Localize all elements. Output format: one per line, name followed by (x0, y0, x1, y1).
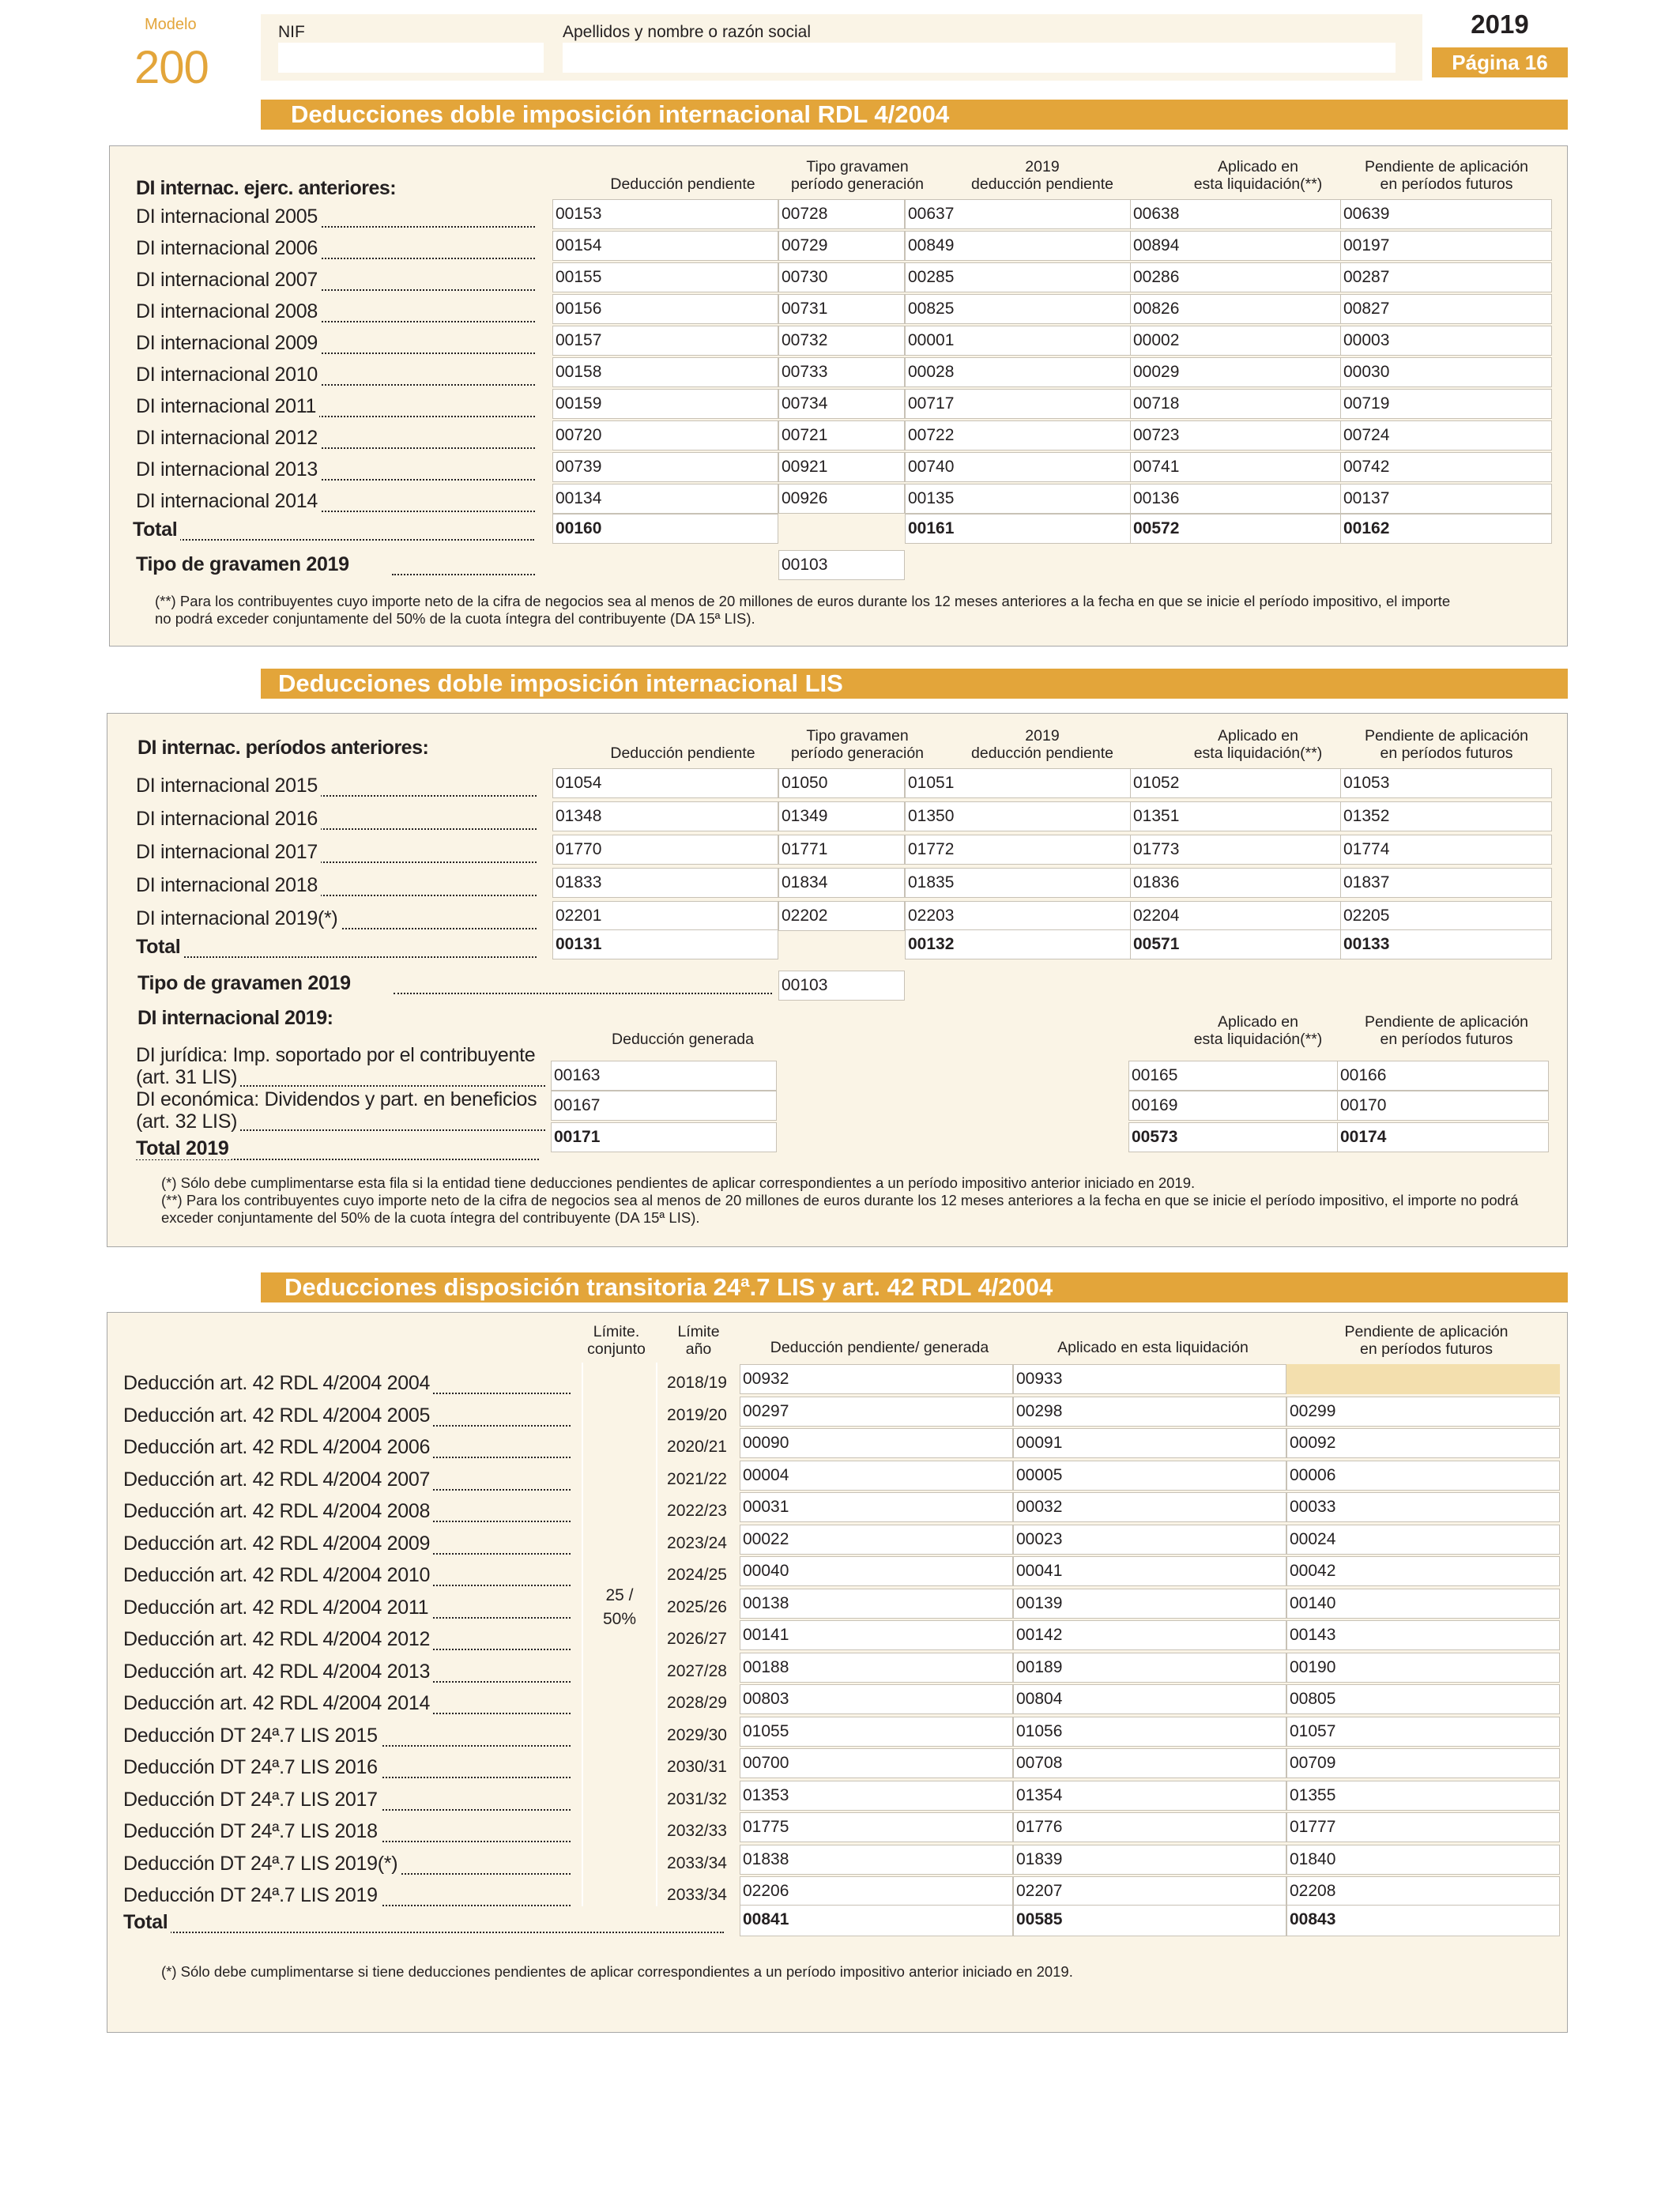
dt-field-deduccion[interactable]: 00297 (740, 1397, 1013, 1427)
lis-field-c4[interactable]: 01052 (1130, 768, 1342, 798)
lis-field-c2[interactable]: 01834 (778, 868, 905, 898)
row-label-rdl (136, 202, 535, 231)
rdl-field-c5[interactable]: 00724 (1340, 420, 1552, 450)
col-header-aplicado-2019: Aplicado en esta liquidación(**) (1193, 1013, 1323, 1048)
lis-field-c2[interactable]: 02202 (778, 901, 905, 931)
row-label-rdl (136, 234, 535, 262)
row-label-rdl-text: DI internacional 2013 (136, 458, 321, 481)
row-label-lis (136, 838, 537, 866)
total-label-dt (123, 1908, 724, 1936)
rdl-field-c5[interactable]: 00742 (1340, 452, 1552, 482)
economica-deduccion-field[interactable]: 00167 (551, 1091, 777, 1121)
row-label-rdl-text: DI internacional 2005 (136, 205, 321, 228)
row-label-rdl (136, 329, 535, 357)
dt-field-deduccion[interactable]: 00932 (740, 1364, 1013, 1394)
note-lis-line3: exceder conjuntamente del 50% de la cuota íntegra del contribuyente (DA 15ª LIS). (161, 1209, 700, 1226)
total-2019-pendiente-field[interactable]: 00174 (1337, 1122, 1549, 1152)
row-label-dt (123, 1689, 571, 1717)
limite-anio-value: 2027/28 (667, 1661, 727, 1680)
lis-field-c3[interactable]: 01350 (905, 801, 1132, 831)
row-label-dt (123, 1657, 571, 1686)
note-lis-line2: (**) Para los contribuyentes cuyo importe neto de la cifra de negocios sea al menos de 20 millones de euros durante los 12 meses anteriores a la fecha en que se inicie el período impositivo, el importe no podrá (161, 1192, 1519, 1208)
total-rdl-c1[interactable]: 00160 (552, 514, 778, 544)
rdl-field-c1[interactable]: 00155 (552, 262, 778, 292)
row-label-dt-text: Deducción art. 42 RDL 4/2004 2005 (123, 1404, 433, 1427)
total-rdl-c5[interactable]: 00162 (1340, 514, 1552, 544)
rdl-field-c2[interactable]: 00733 (778, 357, 905, 387)
col-header-deduccion-generada: Deducción generada (612, 1031, 754, 1048)
dt-field-pendiente[interactable]: 00042 (1286, 1556, 1560, 1586)
dt-field-deduccion[interactable]: 00700 (740, 1748, 1013, 1778)
note-rdl-line2: no podrá exceder conjuntamente del 50% de la cuota íntegra del contribuyente (DA 15ª LIS). (155, 610, 755, 627)
row-label-rdl (136, 297, 535, 326)
subheading-di-2019: DI internacional 2019: (137, 1007, 333, 1029)
row-label-rdl (136, 266, 535, 294)
rdl-field-c1[interactable]: 00153 (552, 199, 778, 229)
row-label-dt-text: Deducción DT 24ª.7 LIS 2017 (123, 1789, 381, 1811)
col-header-aplicado-dt: Aplicado en esta liquidación (1057, 1339, 1249, 1356)
dt-field-deduccion[interactable]: 00141 (740, 1620, 1013, 1650)
rdl-field-c2[interactable]: 00728 (778, 199, 905, 229)
row-label-dt (123, 1369, 571, 1397)
dt-field-aplicado[interactable]: 00298 (1013, 1397, 1286, 1427)
rdl-field-c2[interactable]: 00731 (778, 294, 905, 324)
rdl-field-c3[interactable]: 00825 (905, 294, 1132, 324)
rdl-field-c1[interactable]: 00154 (552, 231, 778, 261)
total-dt-aplicado[interactable]: 00585 (1013, 1905, 1286, 1936)
row-label-dt-text: Deducción art. 42 RDL 4/2004 2012 (123, 1628, 433, 1650)
dt-field-pendiente[interactable]: 00190 (1286, 1653, 1560, 1683)
lis-field-c1[interactable]: 01833 (552, 868, 778, 898)
rdl-field-c1[interactable]: 00134 (552, 484, 778, 514)
col-header-limite-anio: Límite año (677, 1323, 720, 1358)
row-label-dt-text: Deducción DT 24ª.7 LIS 2019(*) (123, 1853, 401, 1875)
row-label-dt-text: Deducción DT 24ª.7 LIS 2016 (123, 1756, 381, 1778)
lis-field-c5[interactable]: 01053 (1340, 768, 1552, 798)
lis-field-c3[interactable]: 01772 (905, 835, 1132, 865)
rdl-field-c4[interactable]: 00002 (1130, 326, 1342, 356)
note-lis-line1: (*) Sólo debe cumplimentarse esta fila si la entidad tiene deducciones pendientes de aplicar correspondientes a un período impositivo anterior iniciado en 2019. (161, 1174, 1196, 1191)
juridica-deduccion-field[interactable]: 00163 (551, 1061, 777, 1091)
row-label-lis (136, 871, 537, 899)
rdl-field-c4[interactable]: 00638 (1130, 199, 1342, 229)
rdl-field-c3[interactable]: 00637 (905, 199, 1132, 229)
row-label-dt (123, 1561, 571, 1589)
dt-field-pendiente[interactable]: 00092 (1286, 1428, 1560, 1458)
rdl-field-c1[interactable]: 00159 (552, 389, 778, 419)
lis-field-c3[interactable]: 01051 (905, 768, 1132, 798)
dt-field-pendiente[interactable]: 00709 (1286, 1748, 1560, 1778)
dt-field-aplicado[interactable]: 00804 (1013, 1684, 1286, 1714)
dt-field-pendiente[interactable]: 00143 (1286, 1620, 1560, 1650)
rdl-field-c1[interactable]: 00739 (552, 452, 778, 482)
name-field[interactable] (563, 43, 1396, 73)
economica-aplicado-field[interactable]: 00169 (1128, 1091, 1340, 1121)
lis-field-c5[interactable]: 01774 (1340, 835, 1552, 865)
row-label-dt-text: Deducción art. 42 RDL 4/2004 2010 (123, 1564, 433, 1586)
row-label-dt-text: Deducción art. 42 RDL 4/2004 2014 (123, 1692, 433, 1714)
section-title-rdl: Deducciones doble imposición internacional RDL 4/2004 (261, 100, 1568, 130)
row-label-rdl (136, 424, 535, 452)
col-header-deduccion-pendiente-lis: Deducción pendiente (610, 745, 755, 762)
note-rdl-line1: (**) Para los contribuyentes cuyo importe neto de la cifra de negocios sea al menos de 20 millones de euros durante los 12 meses anteriores a la fecha en que se inicie el período impositivo, el importe (155, 593, 1451, 609)
row-label-lis (136, 904, 537, 933)
row-label-rdl (136, 455, 535, 484)
dt-field-aplicado[interactable]: 00933 (1013, 1364, 1286, 1394)
row-label-rdl-text: DI internacional 2011 (136, 395, 319, 417)
row-label-dt (123, 1529, 571, 1558)
row-label-lis-text: DI internacional 2017 (136, 841, 321, 863)
row-label-dt (123, 1593, 571, 1622)
rdl-field-c5[interactable]: 00197 (1340, 231, 1552, 261)
dt-field-pendiente[interactable]: 01057 (1286, 1717, 1560, 1747)
form-year: 2019 (1471, 9, 1529, 39)
dt-field-aplicado[interactable]: 01839 (1013, 1845, 1286, 1875)
tipo-gravamen-label-lis: Tipo de gravamen 2019 (137, 969, 772, 997)
modelo-number: 200 (134, 42, 209, 93)
col-header-pendiente: Pendiente de aplicación en períodos futuros (1364, 158, 1529, 193)
nif-label: NIF (278, 23, 305, 41)
subheading-periodos-anteriores: DI internac. períodos anteriores: (137, 737, 429, 759)
row-label-lis-text: DI internacional 2019(*) (136, 907, 341, 929)
row-label-dt (123, 1785, 571, 1814)
rdl-field-c3[interactable]: 00135 (905, 484, 1132, 514)
total-2019-label: Total 2019 (136, 1133, 539, 1163)
limite-anio-value: 2018/19 (667, 1374, 727, 1392)
tipo-gravamen-field[interactable]: 00103 (778, 550, 905, 580)
row-label-lis-text: DI internacional 2018 (136, 874, 321, 896)
rdl-field-c4[interactable]: 00894 (1130, 231, 1342, 261)
rdl-field-c2[interactable]: 00926 (778, 484, 905, 514)
column-divider (582, 1363, 583, 1906)
name-label: Apellidos y nombre o razón social (563, 23, 811, 41)
limite-anio-value: 2031/32 (667, 1789, 727, 1808)
row-label-dt (123, 1433, 571, 1461)
total-2019-aplicado-field[interactable]: 00573 (1128, 1122, 1340, 1152)
row-label-dt-text: Deducción DT 24ª.7 LIS 2018 (123, 1820, 381, 1842)
lis-field-c3[interactable]: 02203 (905, 901, 1132, 931)
limite-anio-value: 2019/20 (667, 1405, 727, 1424)
dt-field-aplicado[interactable]: 02207 (1013, 1876, 1286, 1906)
rdl-field-c2[interactable]: 00730 (778, 262, 905, 292)
lis-field-c2[interactable]: 01771 (778, 835, 905, 865)
total-label-rdl-text: Total (133, 518, 180, 541)
rdl-field-c1[interactable]: 00720 (552, 420, 778, 450)
rdl-field-c3[interactable]: 00722 (905, 420, 1132, 450)
rdl-field-c2[interactable]: 00729 (778, 231, 905, 261)
limite-anio-value: 2028/29 (667, 1694, 727, 1712)
total-dt-deduccion[interactable]: 00841 (740, 1905, 1013, 1936)
row-label-dt (123, 1753, 571, 1781)
lis-field-c1[interactable]: 01348 (552, 801, 778, 831)
dt-field-pendiente[interactable]: 00024 (1286, 1525, 1560, 1555)
row-label-dt (123, 1465, 571, 1494)
nif-field[interactable] (278, 43, 544, 73)
lis-field-c1[interactable]: 02201 (552, 901, 778, 931)
total-label-lis-text: Total (136, 936, 183, 958)
dt-field-aplicado[interactable]: 00032 (1013, 1492, 1286, 1522)
rdl-field-c4[interactable]: 00029 (1130, 357, 1342, 387)
economica-label-line1: DI económica: Dividendos y part. en beneficios (136, 1088, 547, 1111)
lis-field-c5[interactable]: 01352 (1340, 801, 1552, 831)
col-header-2019-deduccion: 2019 deducción pendiente (971, 158, 1113, 193)
dt-field-deduccion[interactable]: 00188 (740, 1653, 1013, 1683)
dt-field-aplicado[interactable]: 00041 (1013, 1556, 1286, 1586)
lis-field-c1[interactable]: 01770 (552, 835, 778, 865)
limite-anio-value: 2033/34 (667, 1853, 727, 1872)
dt-field-deduccion[interactable]: 00022 (740, 1525, 1013, 1555)
dt-field-pendiente[interactable]: 01355 (1286, 1781, 1560, 1811)
col-header-pendiente-2019: Pendiente de aplicación en períodos futuros (1364, 1013, 1529, 1048)
dt-field-deduccion[interactable]: 01838 (740, 1845, 1013, 1875)
lis-field-c5[interactable]: 02205 (1340, 901, 1552, 931)
rdl-field-c5[interactable]: 00639 (1340, 199, 1552, 229)
rdl-field-c3[interactable]: 00001 (905, 326, 1132, 356)
lis-field-c4[interactable]: 01836 (1130, 868, 1342, 898)
dt-field-aplicado[interactable]: 00005 (1013, 1461, 1286, 1491)
dt-field-pendiente[interactable]: 00805 (1286, 1684, 1560, 1714)
modelo-label: Modelo (145, 16, 197, 33)
subheading-ejercicios-anteriores: DI internac. ejerc. anteriores: (136, 177, 397, 199)
col-header-pendiente-dt: Pendiente de aplicación en períodos futuros (1344, 1323, 1509, 1358)
dt-field-pendiente[interactable]: 00299 (1286, 1397, 1560, 1427)
row-label-dt (123, 1401, 571, 1430)
col-header-pendiente-lis: Pendiente de aplicación en períodos futuros (1364, 727, 1529, 762)
row-label-rdl (136, 392, 535, 420)
col-header-limite-conjunto: Límite. conjunto (587, 1323, 646, 1358)
lis-field-c3[interactable]: 01835 (905, 868, 1132, 898)
limite-anio-value: 2022/23 (667, 1502, 727, 1520)
lis-field-c4[interactable]: 01773 (1130, 835, 1342, 865)
rdl-field-c5[interactable]: 00003 (1340, 326, 1552, 356)
row-label-lis (136, 805, 537, 833)
dt-field-disabled (1286, 1364, 1560, 1394)
rdl-field-c2[interactable]: 00721 (778, 420, 905, 450)
row-label-rdl-text: DI internacional 2008 (136, 300, 321, 322)
row-label-dt (123, 1817, 571, 1845)
dt-field-deduccion[interactable]: 00138 (740, 1589, 1013, 1619)
rdl-field-c4[interactable]: 00136 (1130, 484, 1342, 514)
limite-anio-value: 2021/22 (667, 1469, 727, 1488)
row-label-rdl (136, 360, 535, 389)
col-header-2019-deduccion-lis: 2019 deducción pendiente (971, 727, 1113, 762)
limite-anio-value: 2029/30 (667, 1725, 727, 1744)
col-header-tipo-gravamen-lis: Tipo gravamen período generación (790, 727, 925, 762)
lis-field-c2[interactable]: 01050 (778, 768, 905, 798)
dt-field-pendiente[interactable]: 00006 (1286, 1461, 1560, 1491)
total-lis-c1[interactable]: 00131 (552, 929, 778, 959)
economica-label-line2: (art. 32 LIS) (136, 1110, 545, 1133)
rdl-field-c3[interactable]: 00717 (905, 389, 1132, 419)
economica-pendiente-field[interactable]: 00170 (1337, 1091, 1549, 1121)
dt-field-pendiente[interactable]: 00140 (1286, 1589, 1560, 1619)
dt-field-aplicado[interactable]: 01776 (1013, 1812, 1286, 1842)
col-header-aplicado: Aplicado en esta liquidación(**) (1193, 158, 1323, 193)
page-number: Página 16 (1432, 47, 1568, 77)
row-label-rdl (136, 487, 535, 515)
juridica-pendiente-field[interactable]: 00166 (1337, 1061, 1549, 1091)
dt-field-deduccion[interactable]: 01353 (740, 1781, 1013, 1811)
dt-field-aplicado[interactable]: 00189 (1013, 1653, 1286, 1683)
row-label-lis (136, 771, 537, 800)
total-label-rdl (133, 515, 534, 544)
dt-field-deduccion[interactable]: 01775 (740, 1812, 1013, 1842)
rdl-field-c3[interactable]: 00285 (905, 262, 1132, 292)
row-label-dt (123, 1497, 571, 1525)
dt-field-pendiente[interactable]: 01840 (1286, 1845, 1560, 1875)
rdl-field-c5[interactable]: 00827 (1340, 294, 1552, 324)
dt-field-deduccion[interactable]: 00040 (740, 1556, 1013, 1586)
dt-field-deduccion[interactable]: 00031 (740, 1492, 1013, 1522)
col-header-tipo-gravamen: Tipo gravamen período generación (790, 158, 925, 193)
total-rdl-c4[interactable]: 00572 (1130, 514, 1342, 544)
rdl-field-c5[interactable]: 00137 (1340, 484, 1552, 514)
rdl-field-c2[interactable]: 00734 (778, 389, 905, 419)
dt-field-deduccion[interactable]: 02206 (740, 1876, 1013, 1906)
rdl-field-c5[interactable]: 00719 (1340, 389, 1552, 419)
dt-field-deduccion[interactable]: 00803 (740, 1684, 1013, 1714)
row-label-dt-text: Deducción DT 24ª.7 LIS 2019 (123, 1884, 381, 1906)
lis-field-c4[interactable]: 02204 (1130, 901, 1342, 931)
rdl-field-c4[interactable]: 00741 (1130, 452, 1342, 482)
row-label-dt (123, 1881, 571, 1909)
col-header-deduccion-pendiente: Deducción pendiente (610, 175, 755, 193)
row-label-dt-text: Deducción art. 42 RDL 4/2004 2013 (123, 1661, 433, 1683)
lis-field-c5[interactable]: 01837 (1340, 868, 1552, 898)
rdl-field-c5[interactable]: 00287 (1340, 262, 1552, 292)
tipo-gravamen-label: Tipo de gravamen 2019 (136, 550, 535, 579)
row-label-rdl-text: DI internacional 2006 (136, 237, 321, 259)
row-label-rdl-text: DI internacional 2010 (136, 364, 321, 386)
rdl-field-c4[interactable]: 00826 (1130, 294, 1342, 324)
rdl-field-c1[interactable]: 00158 (552, 357, 778, 387)
limite-anio-value: 2023/24 (667, 1533, 727, 1552)
dt-field-pendiente[interactable]: 01777 (1286, 1812, 1560, 1842)
dt-field-deduccion[interactable]: 01055 (740, 1717, 1013, 1747)
juridica-aplicado-field[interactable]: 00165 (1128, 1061, 1340, 1091)
rdl-field-c1[interactable]: 00156 (552, 294, 778, 324)
row-label-dt (123, 1849, 571, 1878)
rdl-field-c3[interactable]: 00740 (905, 452, 1132, 482)
section-title-dt: Deducciones disposición transitoria 24ª.7 LIS y art. 42 RDL 4/2004 (261, 1272, 1568, 1302)
row-label-rdl-text: DI internacional 2007 (136, 269, 321, 291)
row-label-dt-text: Deducción art. 42 RDL 4/2004 2007 (123, 1468, 433, 1491)
limite-anio-value: 2025/26 (667, 1597, 727, 1616)
juridica-label-line2: (art. 31 LIS) (136, 1065, 545, 1089)
row-label-lis-text: DI internacional 2015 (136, 775, 321, 797)
tipo-gravamen-field-lis[interactable]: 00103 (778, 971, 905, 1001)
row-label-dt-text: Deducción art. 42 RDL 4/2004 2009 (123, 1532, 433, 1555)
total-lis-c3[interactable]: 00132 (905, 929, 1132, 959)
rdl-field-c2[interactable]: 00921 (778, 452, 905, 482)
rdl-field-c4[interactable]: 00286 (1130, 262, 1342, 292)
row-label-dt-text: Deducción DT 24ª.7 LIS 2015 (123, 1725, 381, 1747)
row-label-dt-text: Deducción art. 42 RDL 4/2004 2004 (123, 1372, 433, 1394)
dt-field-pendiente[interactable]: 00033 (1286, 1492, 1560, 1522)
total-label-dt-text: Total (123, 1911, 171, 1933)
total-dt-pendiente[interactable]: 00843 (1286, 1905, 1560, 1936)
limite-conjunto-value: 25 / 50% (602, 1586, 637, 1628)
limite-anio-value: 2026/27 (667, 1630, 727, 1648)
limite-anio-value: 2020/21 (667, 1438, 727, 1456)
lis-field-c1[interactable]: 01054 (552, 768, 778, 798)
dt-field-aplicado[interactable]: 00139 (1013, 1589, 1286, 1619)
lis-field-c4[interactable]: 01351 (1130, 801, 1342, 831)
section-title-lis: Deducciones doble imposición internacional LIS (261, 669, 1568, 699)
row-label-dt-text: Deducción art. 42 RDL 4/2004 2008 (123, 1500, 433, 1522)
col-header-deduccion-generada-dt: Deducción pendiente/ generada (770, 1339, 989, 1356)
col-header-aplicado-lis: Aplicado en esta liquidación(**) (1193, 727, 1323, 762)
total-lis-c5[interactable]: 00133 (1340, 929, 1552, 959)
limite-anio-value: 2033/34 (667, 1886, 727, 1904)
dt-field-deduccion[interactable]: 00004 (740, 1461, 1013, 1491)
dt-field-pendiente[interactable]: 02208 (1286, 1876, 1560, 1906)
dt-field-aplicado[interactable]: 01056 (1013, 1717, 1286, 1747)
total-rdl-c3[interactable]: 00161 (905, 514, 1132, 544)
rdl-field-c5[interactable]: 00030 (1340, 357, 1552, 387)
row-label-dt (123, 1721, 571, 1750)
row-label-rdl-text: DI internacional 2009 (136, 332, 321, 354)
row-label-rdl-text: DI internacional 2014 (136, 490, 321, 512)
rdl-field-c2[interactable]: 00732 (778, 326, 905, 356)
dt-field-aplicado[interactable]: 01354 (1013, 1781, 1286, 1811)
row-label-dt (123, 1625, 571, 1653)
total-2019-deduccion-field[interactable]: 00171 (551, 1122, 777, 1152)
limite-anio-value: 2030/31 (667, 1758, 727, 1776)
row-label-dt-text: Deducción art. 42 RDL 4/2004 2011 (123, 1596, 431, 1619)
lis-field-c2[interactable]: 01349 (778, 801, 905, 831)
limite-anio-value: 2032/33 (667, 1822, 727, 1840)
total-label-lis (136, 933, 537, 961)
note-dt: (*) Sólo debe cumplimentarse si tiene deducciones pendientes de aplicar correspondientes a un período impositivo anterior iniciado en 2019. (161, 1963, 1073, 1980)
dt-field-aplicado[interactable]: 00023 (1013, 1525, 1286, 1555)
dt-field-aplicado[interactable]: 00142 (1013, 1620, 1286, 1650)
dt-field-aplicado[interactable]: 00091 (1013, 1428, 1286, 1458)
rdl-field-c4[interactable]: 00718 (1130, 389, 1342, 419)
row-label-rdl-text: DI internacional 2012 (136, 427, 321, 449)
dt-field-deduccion[interactable]: 00090 (740, 1428, 1013, 1458)
rdl-field-c3[interactable]: 00028 (905, 357, 1132, 387)
row-label-lis-text: DI internacional 2016 (136, 808, 321, 830)
dt-field-aplicado[interactable]: 00708 (1013, 1748, 1286, 1778)
rdl-field-c4[interactable]: 00723 (1130, 420, 1342, 450)
rdl-field-c1[interactable]: 00157 (552, 326, 778, 356)
rdl-field-c3[interactable]: 00849 (905, 231, 1132, 261)
total-lis-c4[interactable]: 00571 (1130, 929, 1342, 959)
juridica-label-line1: DI jurídica: Imp. soportado por el contribuyente (136, 1043, 547, 1067)
row-label-dt-text: Deducción art. 42 RDL 4/2004 2006 (123, 1436, 433, 1458)
limite-anio-value: 2024/25 (667, 1566, 727, 1584)
